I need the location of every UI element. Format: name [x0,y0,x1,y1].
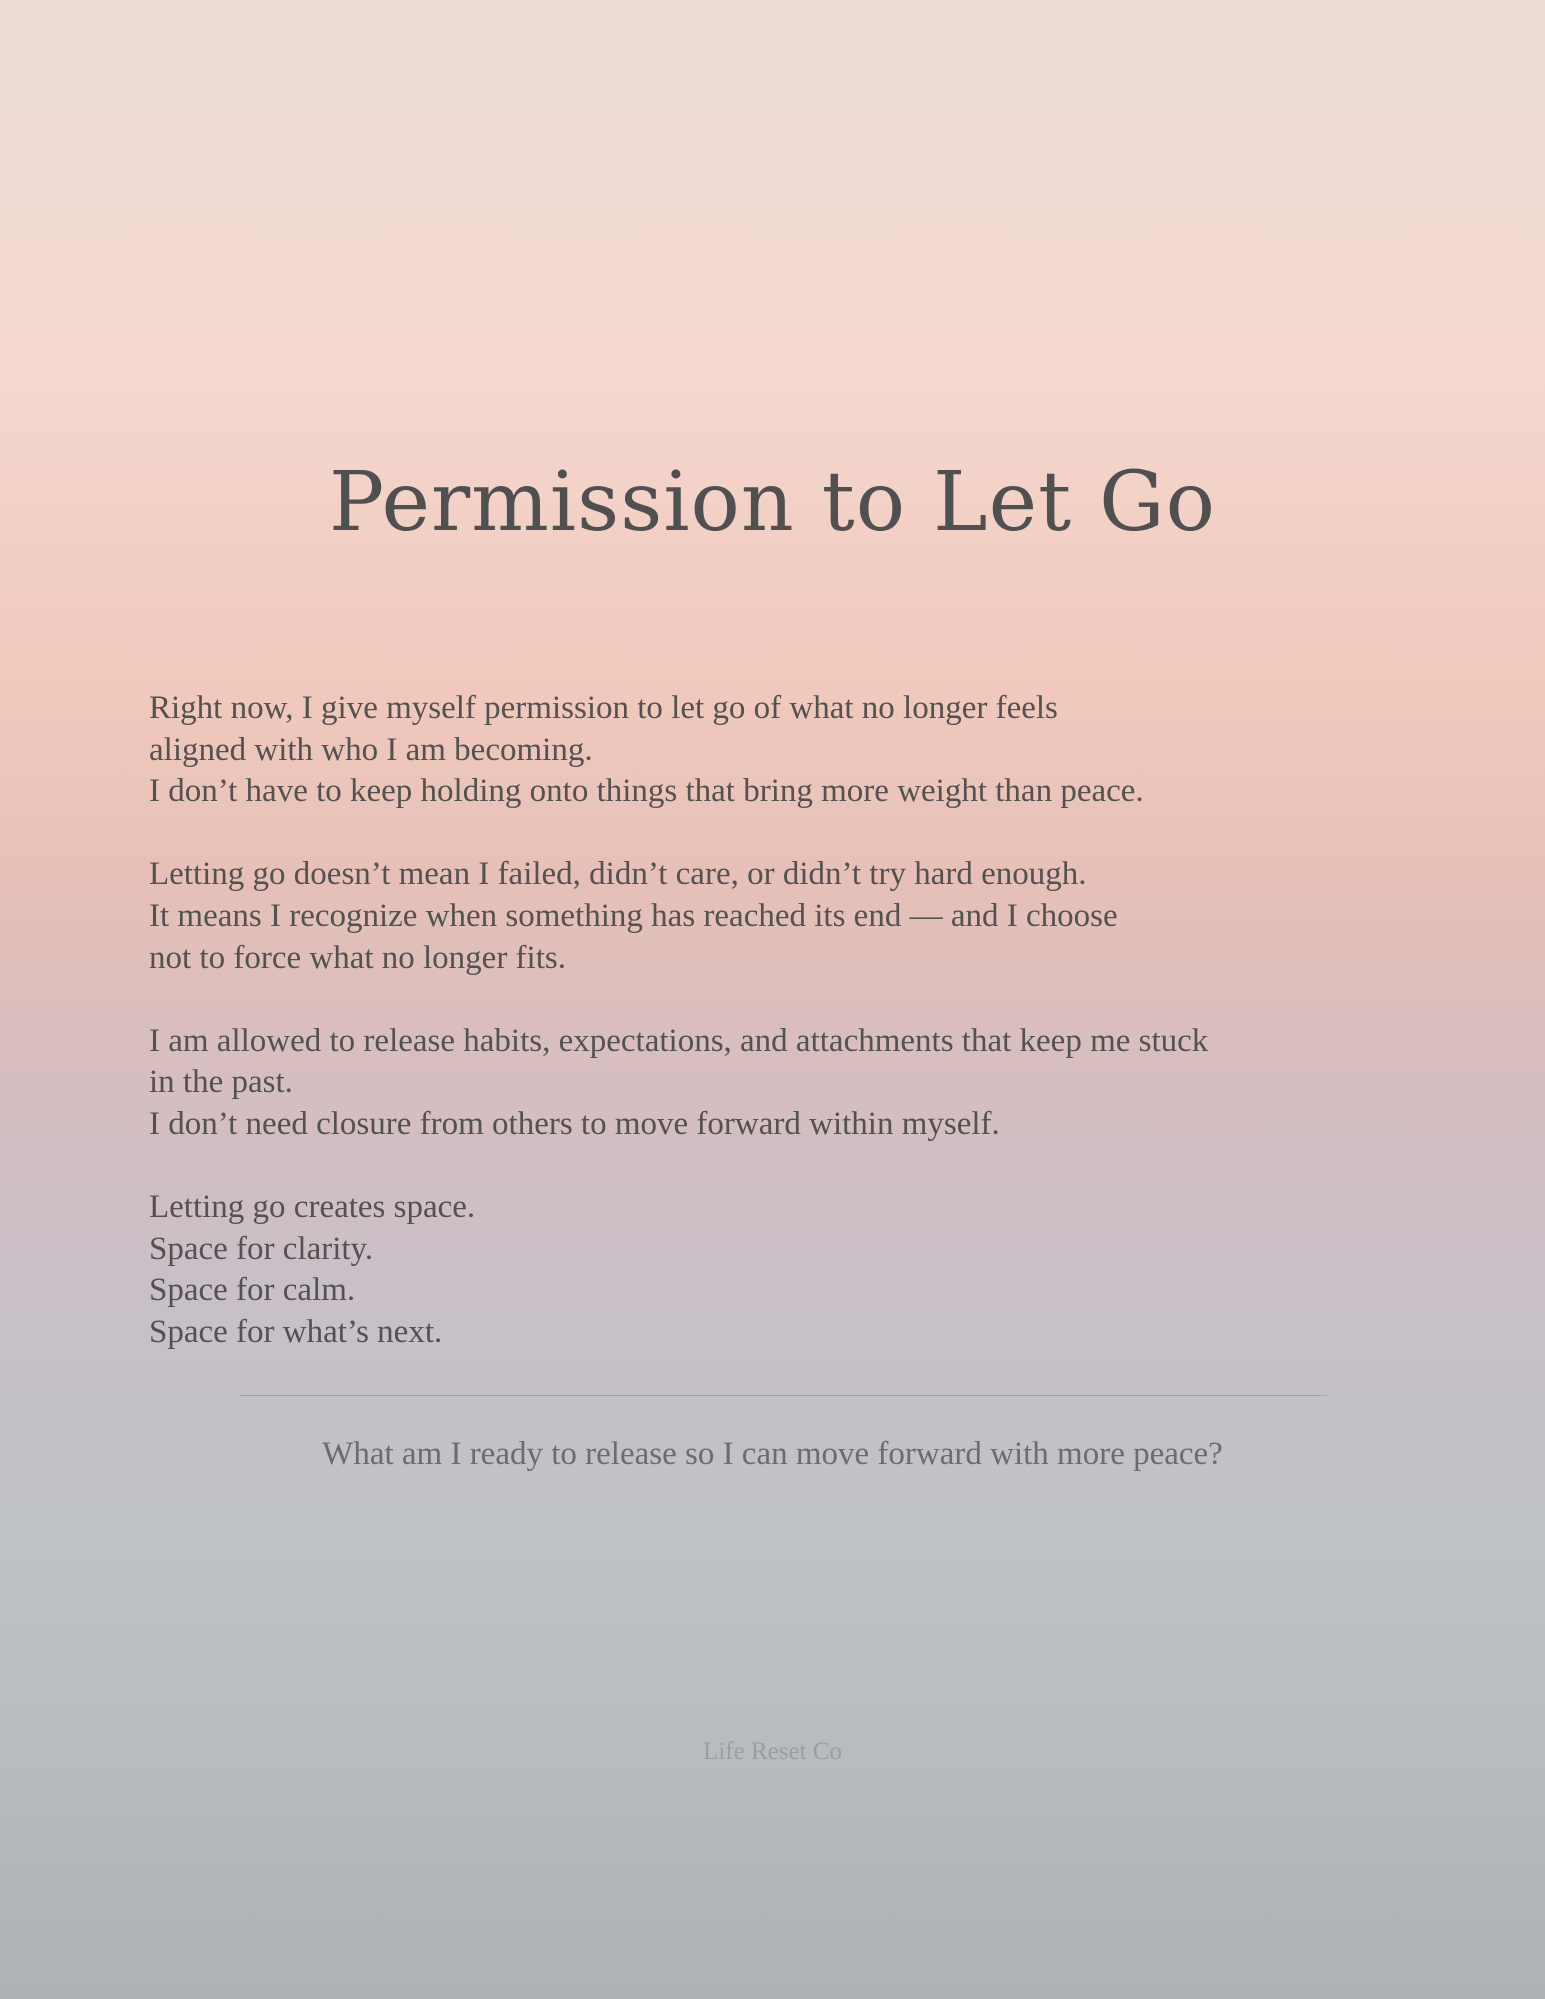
paragraph-2 [149,854,1449,979]
text-line: Letting go doesn’t mean I failed, didn’t care, or didn’t try hard enough. [149,856,1087,893]
text-line: not to force what no longer fits. [149,939,566,976]
text-line: I don’t need closure from others to move forward within myself. [149,1105,1000,1142]
text-line: It means I recognize when something has reached its end — and I choose [149,897,1118,934]
text-line: Right now, I give myself permission to let go of what no longer feels [149,690,1058,726]
text-line: I am allowed to release habits, expectations, and attachments that keep me stuck [149,1022,1209,1059]
brand-footer: Life Reset Co [703,1738,842,1765]
paragraph-3 [149,1021,1449,1146]
text-line: aligned with who I am becoming. [149,731,593,768]
paragraph-4 [149,1187,1449,1353]
paragraph-1 [149,688,1449,813]
text-line: I don’t have to keep holding onto things that bring more weight than peace. [149,773,1144,810]
text-line: Space for what’s next. [149,1313,443,1350]
text-line: Letting go creates space. [149,1189,476,1226]
text-line: Space for calm. [149,1272,356,1309]
text-line: Space for clarity. [149,1230,374,1267]
text-line: in the past. [149,1064,293,1101]
reflection-prompt: What am I ready to release so I can move forward with more peace? [322,1436,1223,1472]
page-title: Permission to Let Go [328,455,1217,550]
section-divider [240,1395,1327,1396]
affirmation-body [149,688,1449,1354]
